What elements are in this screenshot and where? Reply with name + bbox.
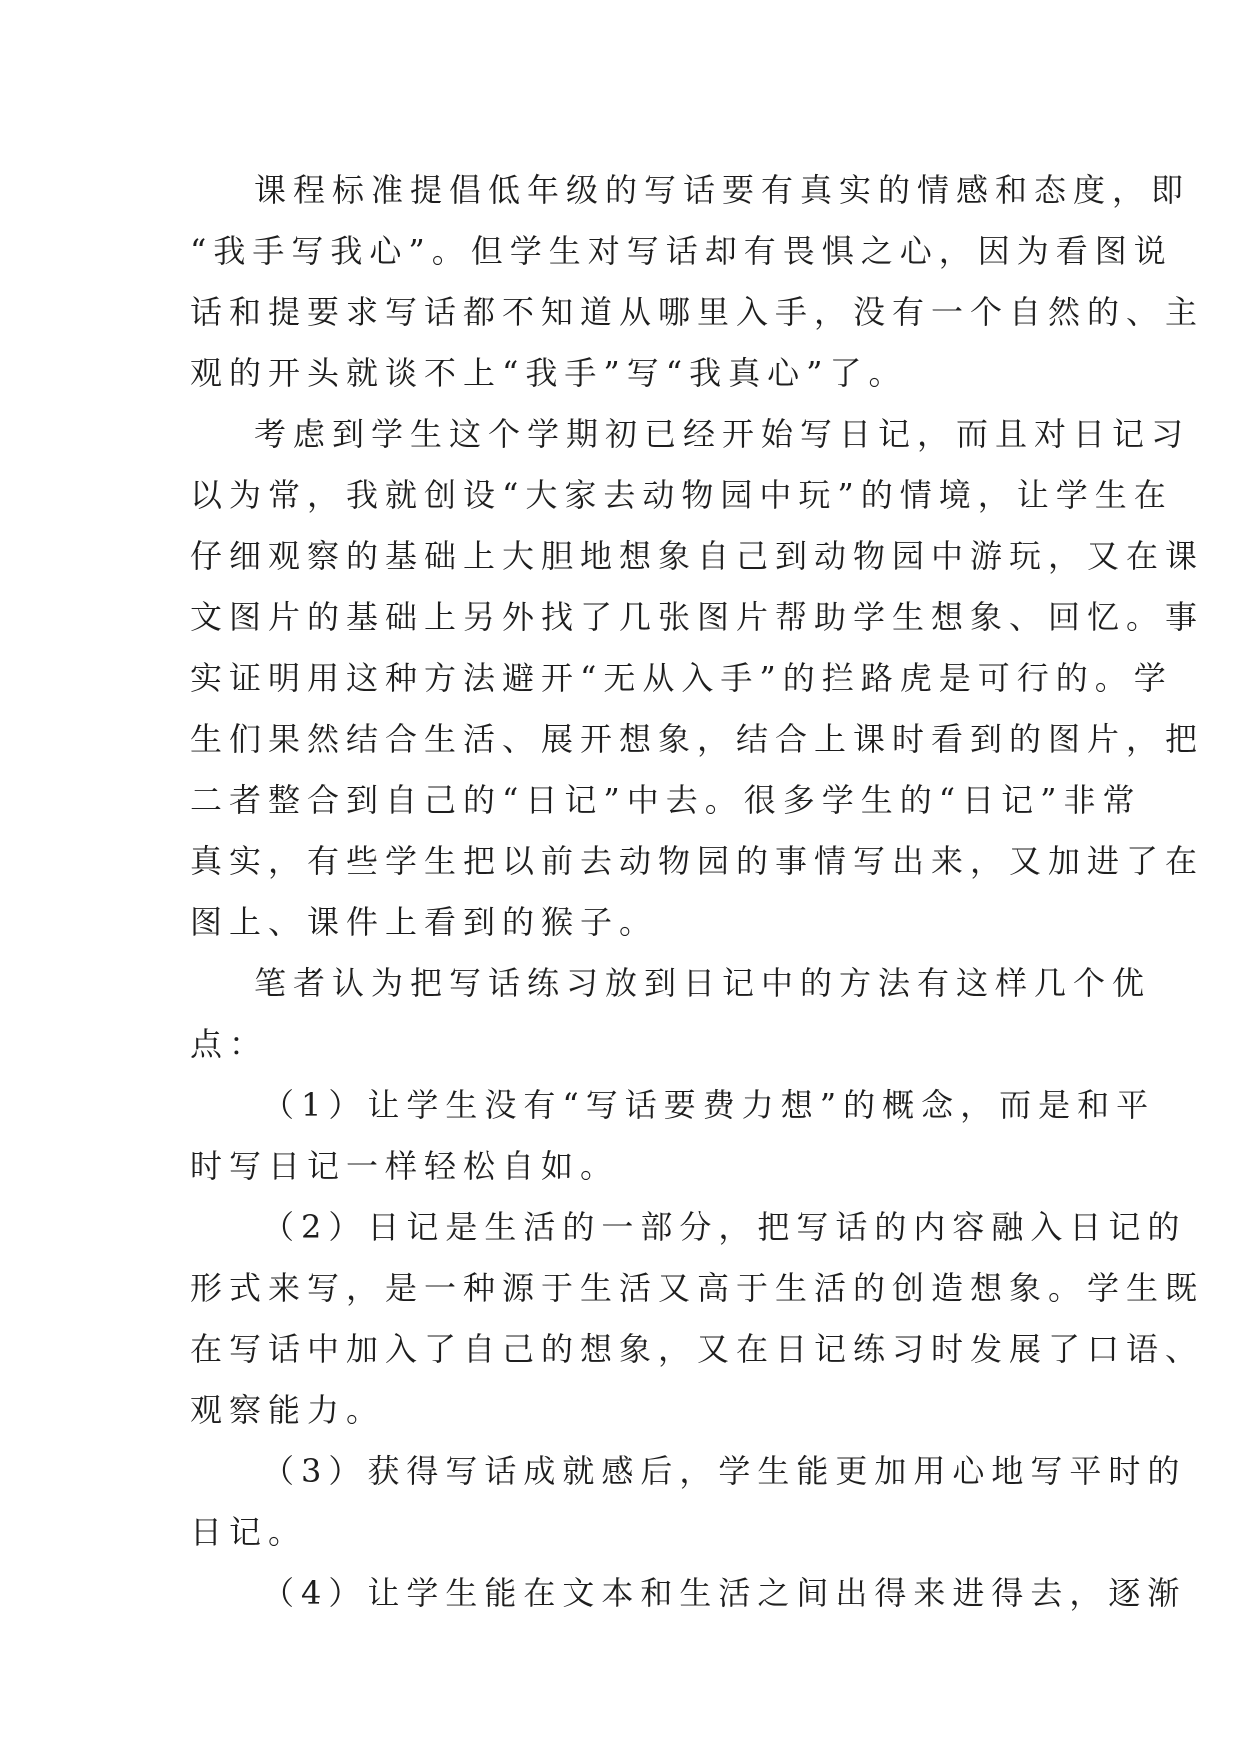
text-line: 课程标准提倡低年级的写话要有真实的情感和态度，即 — [254, 171, 1191, 209]
text-line: “我手写我心”。但学生对写话却有畏惧之心，因为看图说 — [190, 232, 1173, 270]
text-line: 话和提要求写话都不知道从哪里入手，没有一个自然的、主 — [190, 293, 1205, 331]
body-text — [190, 160, 1205, 1624]
text-line: 以为常，我就创设“大家去动物园中玩”的情境，让学生在 — [190, 476, 1173, 514]
text-line: （3）获得写话成就感后，学生能更加用心地写平时的 — [262, 1452, 1187, 1490]
text-line: 点： — [190, 1025, 269, 1063]
text-line: 时写日记一样轻松自如。 — [190, 1147, 620, 1185]
text-line: 仔细观察的基础上大胆地想象自己到动物园中游玩，又在课 — [190, 537, 1205, 575]
text-line: 观的开头就谈不上“我手”写“我真心”了。 — [190, 354, 908, 392]
text-line: （4）让学生能在文本和生活之间出得来进得去，逐渐 — [262, 1574, 1187, 1612]
text-line: 实证明用这种方法避开“无从入手”的拦路虎是可行的。学 — [190, 659, 1173, 697]
text-line: 生们果然结合生活、展开想象，结合上课时看到的图片，把 — [190, 720, 1205, 758]
text-line: 观察能力。 — [190, 1391, 386, 1429]
text-line: 考虑到学生这个学期初已经开始写日记，而且对日记习 — [254, 415, 1191, 453]
text-line: 形式来写，是一种源于生活又高于生活的创造想象。学生既 — [190, 1269, 1205, 1307]
text-line: （1）让学生没有“写话要费力想”的概念，而是和平 — [262, 1086, 1156, 1124]
text-line: 二者整合到自己的“日记”中去。很多学生的“日记”非常 — [190, 781, 1142, 819]
text-line: 真实，有些学生把以前去动物园的事情写出来，又加进了在 — [190, 842, 1205, 880]
text-line: 在写话中加入了自己的想象，又在日记练习时发展了口语、 — [190, 1330, 1205, 1368]
text-line: 笔者认为把写话练习放到日记中的方法有这样几个优 — [254, 964, 1152, 1002]
text-line: 文图片的基础上另外找了几张图片帮助学生想象、回忆。事 — [190, 598, 1205, 636]
text-line: （2）日记是生活的一部分，把写话的内容融入日记的 — [262, 1208, 1187, 1246]
text-line: 日记。 — [190, 1513, 308, 1551]
text-line: 图上、课件上看到的猴子。 — [190, 903, 659, 941]
